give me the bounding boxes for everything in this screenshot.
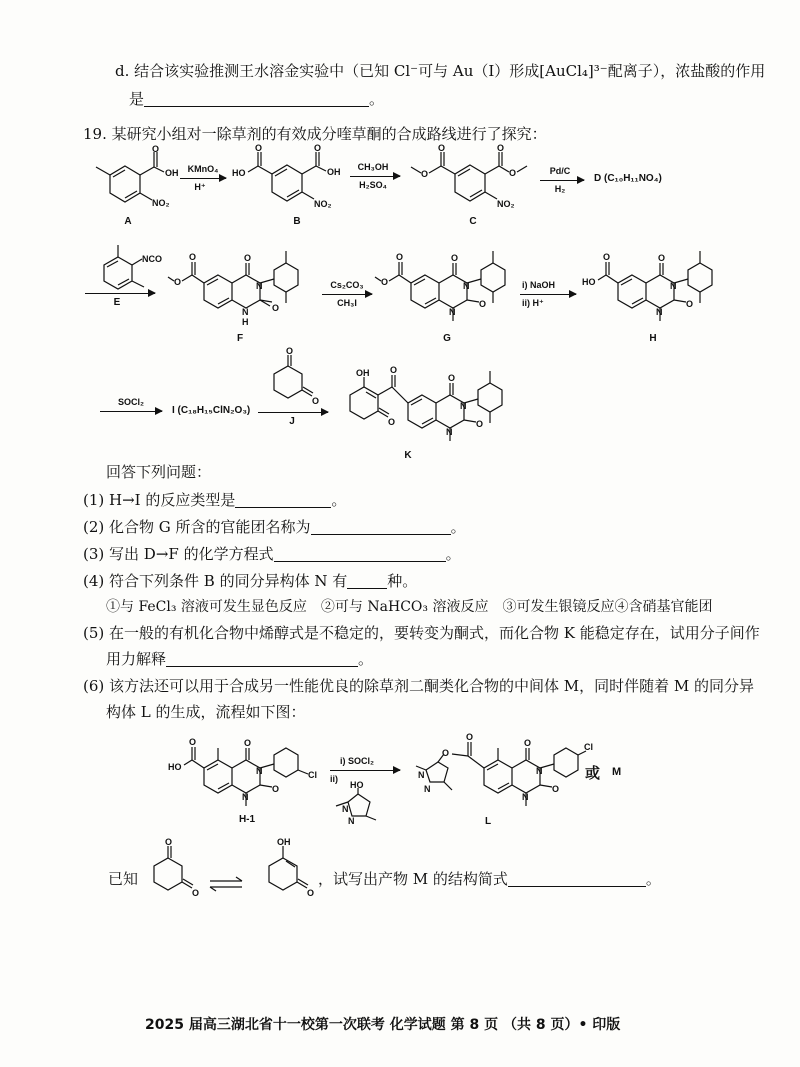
label-H: H — [649, 333, 657, 344]
atom-O: O — [552, 784, 560, 794]
reagent-ch3i: CH₃I — [337, 298, 357, 308]
reagent-kmno4: KMnO₄ — [187, 164, 219, 174]
label-L: L — [484, 816, 492, 827]
question-4-text: 符合下列条件 B 的同分异构体 N 有 — [109, 572, 348, 590]
reagent-h2: H₂ — [554, 184, 566, 194]
reaction-arrow — [100, 411, 162, 412]
molecule-C — [405, 145, 535, 217]
atom-O: O — [165, 837, 173, 847]
atom-N: N — [256, 281, 263, 291]
reagent-h-plus-2: ii) H⁺ — [522, 298, 544, 308]
atom-O: O — [603, 252, 611, 262]
answer-blank-6[interactable] — [508, 870, 646, 887]
atom-O: O — [451, 253, 459, 263]
molecule-K — [330, 365, 530, 450]
molecule-H — [582, 245, 732, 330]
molecule-E — [88, 245, 168, 295]
molecule-A — [90, 144, 180, 218]
atom-NO2: NO₂ — [314, 199, 332, 209]
question-d-suffix: 。 — [369, 90, 385, 108]
atom-O: O — [312, 396, 320, 406]
known-statement — [318, 868, 661, 890]
atom-N: N — [449, 307, 456, 317]
molecule-L — [408, 730, 601, 825]
question-5-number: (5) — [83, 624, 105, 642]
atom-O: O — [442, 748, 450, 758]
reaction-arrow — [322, 294, 372, 295]
question-4-suffix: 种。 — [387, 572, 418, 590]
atom-N: N — [522, 792, 529, 802]
question-2-suffix: 。 — [450, 518, 466, 536]
atom-HO: HO — [582, 277, 596, 287]
reaction-arrow — [85, 293, 155, 294]
atom-O: O — [174, 277, 182, 287]
atom-N: N — [536, 766, 543, 776]
atom-O: O — [244, 253, 252, 263]
atom-O: O — [286, 346, 294, 356]
atom-OH: OH — [327, 167, 341, 177]
question-3-number: (3) — [83, 545, 105, 563]
question-intro-text: 某研究小组对一除草剂的有效成分喹草酮的合成路线进行了探究： — [111, 125, 547, 143]
label-C: C — [469, 216, 477, 227]
atom-O: O — [479, 299, 487, 309]
reaction-arrow — [258, 412, 328, 413]
question-4-conditions: ①与 FeCl₃ 溶液可发生显色反应 ②可与 NaHCO₃ 溶液反应 ③可发生银镜反应④含硝基官能团 — [106, 599, 713, 615]
atom-O: O — [192, 888, 200, 898]
answer-blank-2[interactable] — [311, 518, 451, 535]
reaction-arrow — [330, 770, 400, 771]
label-G: G — [443, 333, 451, 344]
question-2-number: (2) — [83, 518, 105, 536]
atom-HO: HO — [168, 762, 182, 772]
question-6-line1 — [83, 675, 754, 697]
question-5-line1 — [83, 622, 760, 644]
label-F: F — [236, 333, 244, 344]
atom-O: O — [381, 277, 389, 287]
answer-blank-d[interactable] — [144, 90, 369, 107]
atom-N: N — [342, 804, 349, 814]
atom-N: N — [463, 281, 470, 291]
question-2-text: 化合物 G 所含的官能团名称为 — [109, 518, 311, 536]
atom-N: N — [256, 766, 263, 776]
reagent-h2so4: H₂SO₄ — [359, 180, 387, 190]
question-2 — [83, 516, 466, 538]
question-number: 19. — [83, 125, 107, 143]
molecule-pyrazolol — [330, 780, 390, 826]
question-3 — [83, 543, 461, 565]
atom-O: O — [524, 738, 532, 748]
atom-O: O — [497, 143, 505, 153]
atom-O: O — [272, 303, 280, 313]
atom-OH: OH — [356, 368, 370, 378]
formula-I: I (C₁₈H₁₅ClN₂O₃) — [172, 405, 251, 416]
atom-O: O — [314, 143, 322, 153]
known-text: ，试写出产物 M 的结构简式 — [318, 870, 508, 888]
atom-O: O — [438, 143, 446, 153]
label-E: E — [113, 297, 121, 308]
reagent-socl2-2: i) SOCl₂ — [340, 756, 375, 766]
atom-O: O — [448, 373, 456, 383]
equilibrium-arrows — [208, 876, 246, 892]
atom-NO2: NO₂ — [152, 198, 170, 208]
question-4 — [83, 570, 417, 592]
diketone-form — [140, 838, 200, 908]
atom-O: O — [421, 169, 429, 179]
reagent-socl2: SOCl₂ — [117, 397, 144, 407]
atom-Cl: Cl — [584, 742, 593, 752]
atom-N: N — [418, 770, 425, 780]
molecule-G — [375, 245, 525, 330]
reagent-cs2co3: Cs₂CO₃ — [330, 280, 364, 290]
molecule-H1 — [168, 730, 328, 820]
atom-NO2: NO₂ — [497, 199, 515, 209]
question-1-suffix: 。 — [331, 491, 347, 509]
question-5-text: 在一般的有机化合物中烯醇式是不稳定的，要转变为酮式，而化合物 K 能稳定存在，试用分子间作 — [109, 624, 760, 642]
atom-N: N — [424, 784, 431, 794]
label-J: J — [289, 416, 295, 427]
atom-O: O — [255, 143, 263, 153]
atom-HO: HO — [350, 780, 364, 790]
atom-N: N — [446, 427, 453, 437]
atom-N: N — [656, 307, 663, 317]
atom-N: N — [460, 401, 467, 411]
reaction-arrow — [520, 294, 576, 295]
reagent-pd-c: Pd/C — [549, 166, 571, 176]
question-1-text: H→I 的反应类型是 — [109, 491, 236, 509]
known-suffix: 。 — [645, 870, 661, 888]
question-d-prefix: 是 — [129, 90, 145, 108]
reaction-arrow — [540, 180, 584, 181]
atom-O: O — [390, 365, 398, 375]
molecule-B — [232, 145, 342, 217]
atom-O: O — [189, 252, 197, 262]
question-19-intro — [83, 123, 547, 145]
product-M: M — [612, 766, 622, 778]
atom-O: O — [388, 417, 396, 427]
answer-blank-3[interactable] — [274, 545, 446, 562]
question-6-number: (6) — [83, 677, 105, 695]
atom-OH: OH — [277, 837, 291, 847]
enol-form — [255, 838, 325, 908]
atom-O: O — [466, 732, 474, 742]
atom-O: O — [509, 168, 517, 178]
atom-H: H — [242, 317, 249, 327]
reagent-naoh: i) NaOH — [522, 280, 556, 290]
atom-O: O — [658, 253, 666, 263]
known-prefix: 已知 — [108, 870, 139, 888]
question-5-suffix: 。 — [358, 650, 374, 668]
atom-NCO: NCO — [142, 254, 162, 264]
atom-N: N — [242, 792, 249, 802]
atom-O: O — [189, 737, 197, 747]
reagent-step-ii: ii) — [330, 774, 338, 784]
label-A: A — [124, 216, 132, 227]
reagent-ch3oh: CH₃OH — [357, 162, 389, 172]
question-d-line1: d. 结合该实验推测王水溶金实验中（已知 Cl⁻可与 Au（Ⅰ）形成[AuCl₄]³⁻配离子），浓盐酸的作用 — [115, 62, 766, 80]
atom-O: O — [152, 144, 160, 154]
answer-blank-5[interactable] — [166, 650, 358, 667]
atom-Cl: Cl — [308, 770, 317, 780]
atom-HO: HO — [232, 168, 246, 178]
atom-O: O — [476, 419, 484, 429]
atom-N: N — [348, 816, 355, 826]
atom-N: N — [242, 307, 249, 317]
question-d-line2 — [129, 88, 384, 110]
molecule-F — [168, 245, 318, 330]
reaction-arrow — [180, 178, 226, 179]
label-K: K — [404, 450, 412, 461]
atom-O: O — [686, 299, 694, 309]
formula-D: D (C₁₀H₁₁NO₄) — [594, 173, 662, 184]
answer-prompt: 回答下列问题： — [106, 463, 212, 481]
label-B: B — [293, 216, 301, 227]
atom-O: O — [244, 738, 252, 748]
answer-blank-1[interactable] — [235, 491, 331, 508]
question-1 — [83, 489, 346, 511]
question-3-text: 写出 D→F 的化学方程式 — [109, 545, 274, 563]
page-footer: 2025 届高三湖北省十一校第一次联考 化学试题 第 8 页 （共 8 页）• 印版 — [145, 1017, 621, 1033]
question-1-number: (1) — [83, 491, 105, 509]
atom-N: N — [670, 281, 677, 291]
question-5-line2 — [106, 648, 373, 670]
atom-O: O — [272, 784, 280, 794]
atom-O: O — [396, 252, 404, 262]
reaction-arrow — [350, 176, 400, 177]
question-5-prefix: 用力解释 — [106, 650, 167, 668]
reagent-h-plus: H⁺ — [194, 182, 206, 192]
question-3-suffix: 。 — [445, 545, 461, 563]
atom-OH: OH — [165, 168, 179, 178]
atom-O: O — [307, 888, 315, 898]
question-6-line2: 构体 L 的生成，流程如下图： — [106, 703, 306, 721]
label-H1: H-1 — [238, 814, 256, 825]
or-text: 或 — [585, 764, 601, 782]
question-6-text: 该方法还可以用于合成另一性能优良的除草剂二酮类化合物的中间体 M，同时伴随着 M 的同分异 — [109, 677, 755, 695]
question-4-number: (4) — [83, 572, 105, 590]
answer-blank-4[interactable] — [347, 572, 387, 589]
molecule-J — [260, 346, 320, 410]
